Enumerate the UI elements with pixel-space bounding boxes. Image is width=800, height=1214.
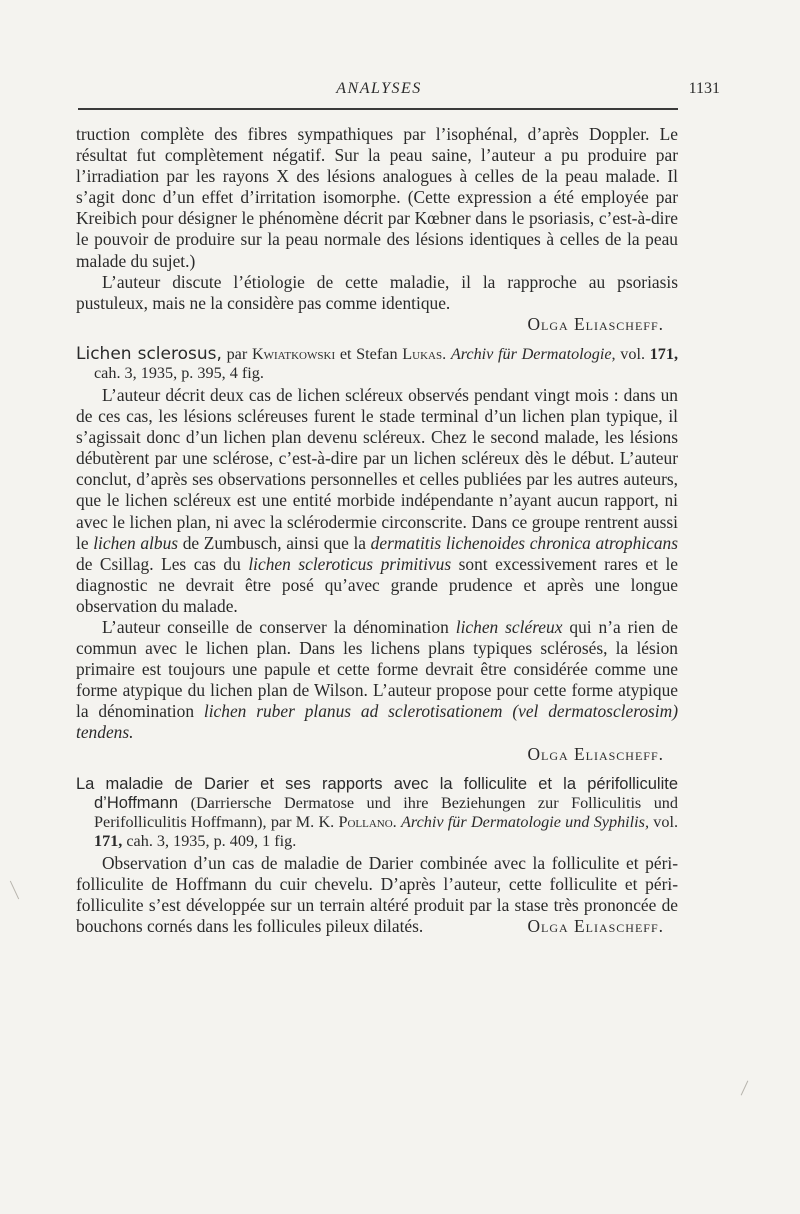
text-run: Observation d’un cas de maladie de Darier combinée avec la folliculite et péri-folliculite de Hoffmann du cuir chevelu. D’après l’auteur, cette folliculite et péri-folliculite s’est développée sur un terrain altéré produit par la stase très prononcée de bouchons cornés dans les follicules pileux dilatés. [76,852,678,936]
text-run: sont excessivement rares et le diagnostic ne devrait être posé qu’avec grande prudence et après une longue observation du malade. [76,553,678,616]
entry-journal: Archiv für Dermatologie, [450,344,616,363]
italic-term: lichen scléreux [455,616,563,637]
entry-details: cah. 3, 1935, p. 409, 1 fig. [126,831,297,850]
entry-heading-darier [76,775,678,851]
italic-term: lichen albus [93,532,179,553]
entry2-paragraph-1 [76,853,678,937]
entry-heading-lichen-sclerosus [76,345,678,383]
text-run: de Csillag. Les cas du [76,553,241,574]
paper-speck [10,881,19,900]
entry-author: Lukas. [402,344,447,363]
entry-title: Lichen sclerosus, [76,343,222,364]
entry-par: par [226,344,248,363]
article-body [76,124,678,937]
entry-volume: 171, [649,344,679,363]
entry-volume: 171, [94,831,123,850]
intro-paragraph-2: L’auteur discute l’étiologie de cette maladie, il la rapproche au psoriasis pustuleux, mais ne la considère pas comme identique. [76,271,678,313]
text-run: L’auteur décrit deux cas de lichen scléreux observés pendant vingt mois : dans un de ces cas, les lésions scléreuses furent le stade terminal d’un lichen plan typique, il s’agissait donc d’un lichen plan devenu scléreux. Chez le second malade, les lésions débutèrent par une sclérose, c’est-à-dire par un lichen scléreux dès le début. L’auteur conclut, d’après ses observations personnelles et celles publiées par les autres auteurs, que le lichen scléreux est une entité morbide indépendante n’ayant aucun rapport, ni avec le lichen plan, ni avec la sclérodermie circonscrite. Dans ce groupe rentrent aussi le [76,384,678,553]
italic-term: dermatitis lichenoides chronica atrophicans [370,532,678,553]
entry-title: La maladie de Darier et ses rapports avec la folliculite et la périfolliculite d’Hoffmann [76,774,678,812]
entry-journal: Archiv für Dermatologie und Syphilis, [401,812,649,831]
page-number: 1131 [688,80,720,97]
signature: Olga Eliascheff. [527,743,664,764]
entry-et: et Stefan [339,344,398,363]
entry-author: Pollano. [338,812,397,831]
entry-details: cah. 3, 1935, p. 395, 4 fig. [94,363,264,382]
entry-vol-label: vol. [620,344,646,363]
text-run: L’auteur conseille de conserver la dénomination [102,616,449,637]
signature: Olga Eliascheff. [527,915,664,936]
entry-vol-label: vol. [653,812,678,831]
entry1-paragraph-2 [76,617,678,744]
running-header [78,80,720,102]
entry1-paragraph-1 [76,385,678,617]
running-title: ANALYSES [336,80,422,97]
entry-author: Kwiatkowski [251,344,336,363]
intro-paragraph-1: truction complète des fibres sympathiques par l’isophénal, d’après Doppler. Le résultat fut complètement négatif. Sur la peau saine, l’auteur a pu produire par l’irradiation par les rayons X des lésions analogues à celles de la peau malade. Il s’agit donc d’un effet d’irritation isomorphe. (Cette expression a été employée par Kreibich pour désigner le phénomène décrit par Kœbner dans le psoriasis, c’est-à-dire le pouvoir de produire sur la peau normale des lésions identiques à celles de la peau malade du sujet.) [76,124,678,271]
entry-subtitle: (Darriersche Dermatose und ihre Beziehungen zur Folliculitis und Perifolliculitis Hoffmann), par M. K. [94,793,678,831]
signature: Olga Eliascheff. [527,313,664,334]
italic-term: lichen ruber planus ad sclerotisationem (vel dermatosclerosim) tendens. [76,701,678,743]
italic-term: lichen scleroticus primitivus [248,553,452,574]
text-run: qui n’a rien de commun avec le lichen plan. Dans les lichens plans typiques sclérosés, la lésion primaire est toujours une papule et cette forme devrait être considérée comme une forme atypique du lichen plan de Wilson. L’auteur propose pour cette forme atypique la dénomination [76,616,678,722]
header-rule [78,108,678,110]
paper-speck [741,1081,749,1096]
text-run: de Zumbusch, ainsi que la [182,532,367,553]
